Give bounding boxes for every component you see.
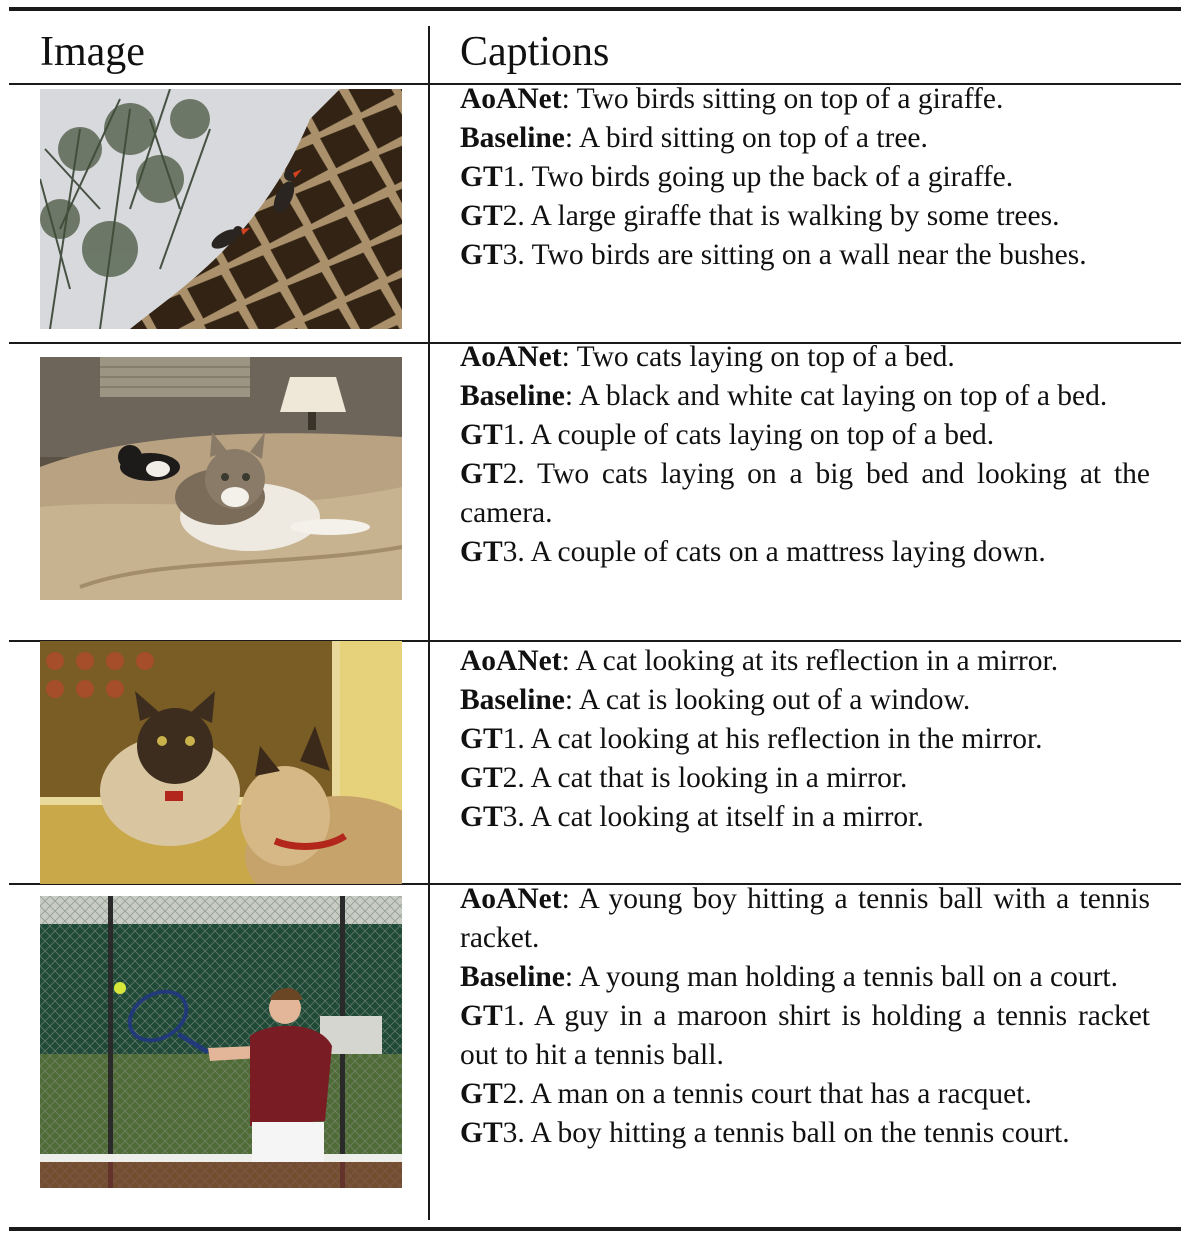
table-bottom-rule	[9, 1227, 1181, 1231]
image-cat-mirror	[40, 641, 402, 884]
caption-line: GT1. A couple of cats laying on top of a bed.	[460, 419, 995, 451]
caption-line: GT1. A guy in a maroon shirt is holding a tennis racket out to hit a tennis ball.	[460, 1000, 1150, 1071]
captions-cell	[460, 338, 1150, 572]
caption-line: Baseline: A cat is looking out of a window.	[460, 684, 971, 716]
caption-line: GT3. A boy hitting a tennis ball on the tennis court.	[460, 1117, 1070, 1149]
image-birds-on-giraffe	[40, 89, 402, 329]
captions-cell	[460, 642, 1150, 837]
column-header-image: Image	[40, 29, 145, 75]
captions-cell	[460, 80, 1150, 275]
column-header-captions: Captions	[460, 29, 610, 75]
caption-line: Baseline: A bird sitting on top of a tree.	[460, 122, 928, 154]
caption-line: GT3. Two birds are sitting on a wall near the bushes.	[460, 239, 1087, 271]
caption-line: GT2. Two cats laying on a big bed and looking at the camera.	[460, 458, 1150, 529]
captions-cell	[460, 880, 1150, 1153]
caption-line: GT1. Two birds going up the back of a giraffe.	[460, 161, 1014, 193]
caption-line: AoANet: Two birds sitting on top of a giraffe.	[460, 83, 1004, 115]
caption-line: Baseline: A black and white cat laying on top of a bed.	[460, 380, 1108, 412]
caption-line: AoANet: A cat looking at its reflection in a mirror.	[460, 645, 1059, 677]
caption-line: Baseline: A young man holding a tennis ball on a court.	[460, 961, 1118, 993]
table-top-rule	[9, 7, 1181, 11]
image-cats-on-bed	[40, 357, 402, 600]
caption-line: GT3. A couple of cats on a mattress laying down.	[460, 536, 1046, 568]
caption-line: GT2. A cat that is looking in a mirror.	[460, 762, 908, 794]
caption-line: GT2. A man on a tennis court that has a racquet.	[460, 1078, 1032, 1110]
caption-line: AoANet: Two cats laying on top of a bed.	[460, 341, 955, 373]
image-tennis-player	[40, 896, 402, 1188]
caption-line: GT3. A cat looking at itself in a mirror.	[460, 801, 924, 833]
caption-line: GT2. A large giraffe that is walking by some trees.	[460, 200, 1060, 232]
column-divider	[428, 26, 430, 84]
caption-line: AoANet: A young boy hitting a tennis ball with a tennis racket.	[460, 883, 1150, 954]
caption-line: GT1. A cat looking at his reflection in the mirror.	[460, 723, 1043, 755]
column-divider	[428, 85, 430, 1220]
